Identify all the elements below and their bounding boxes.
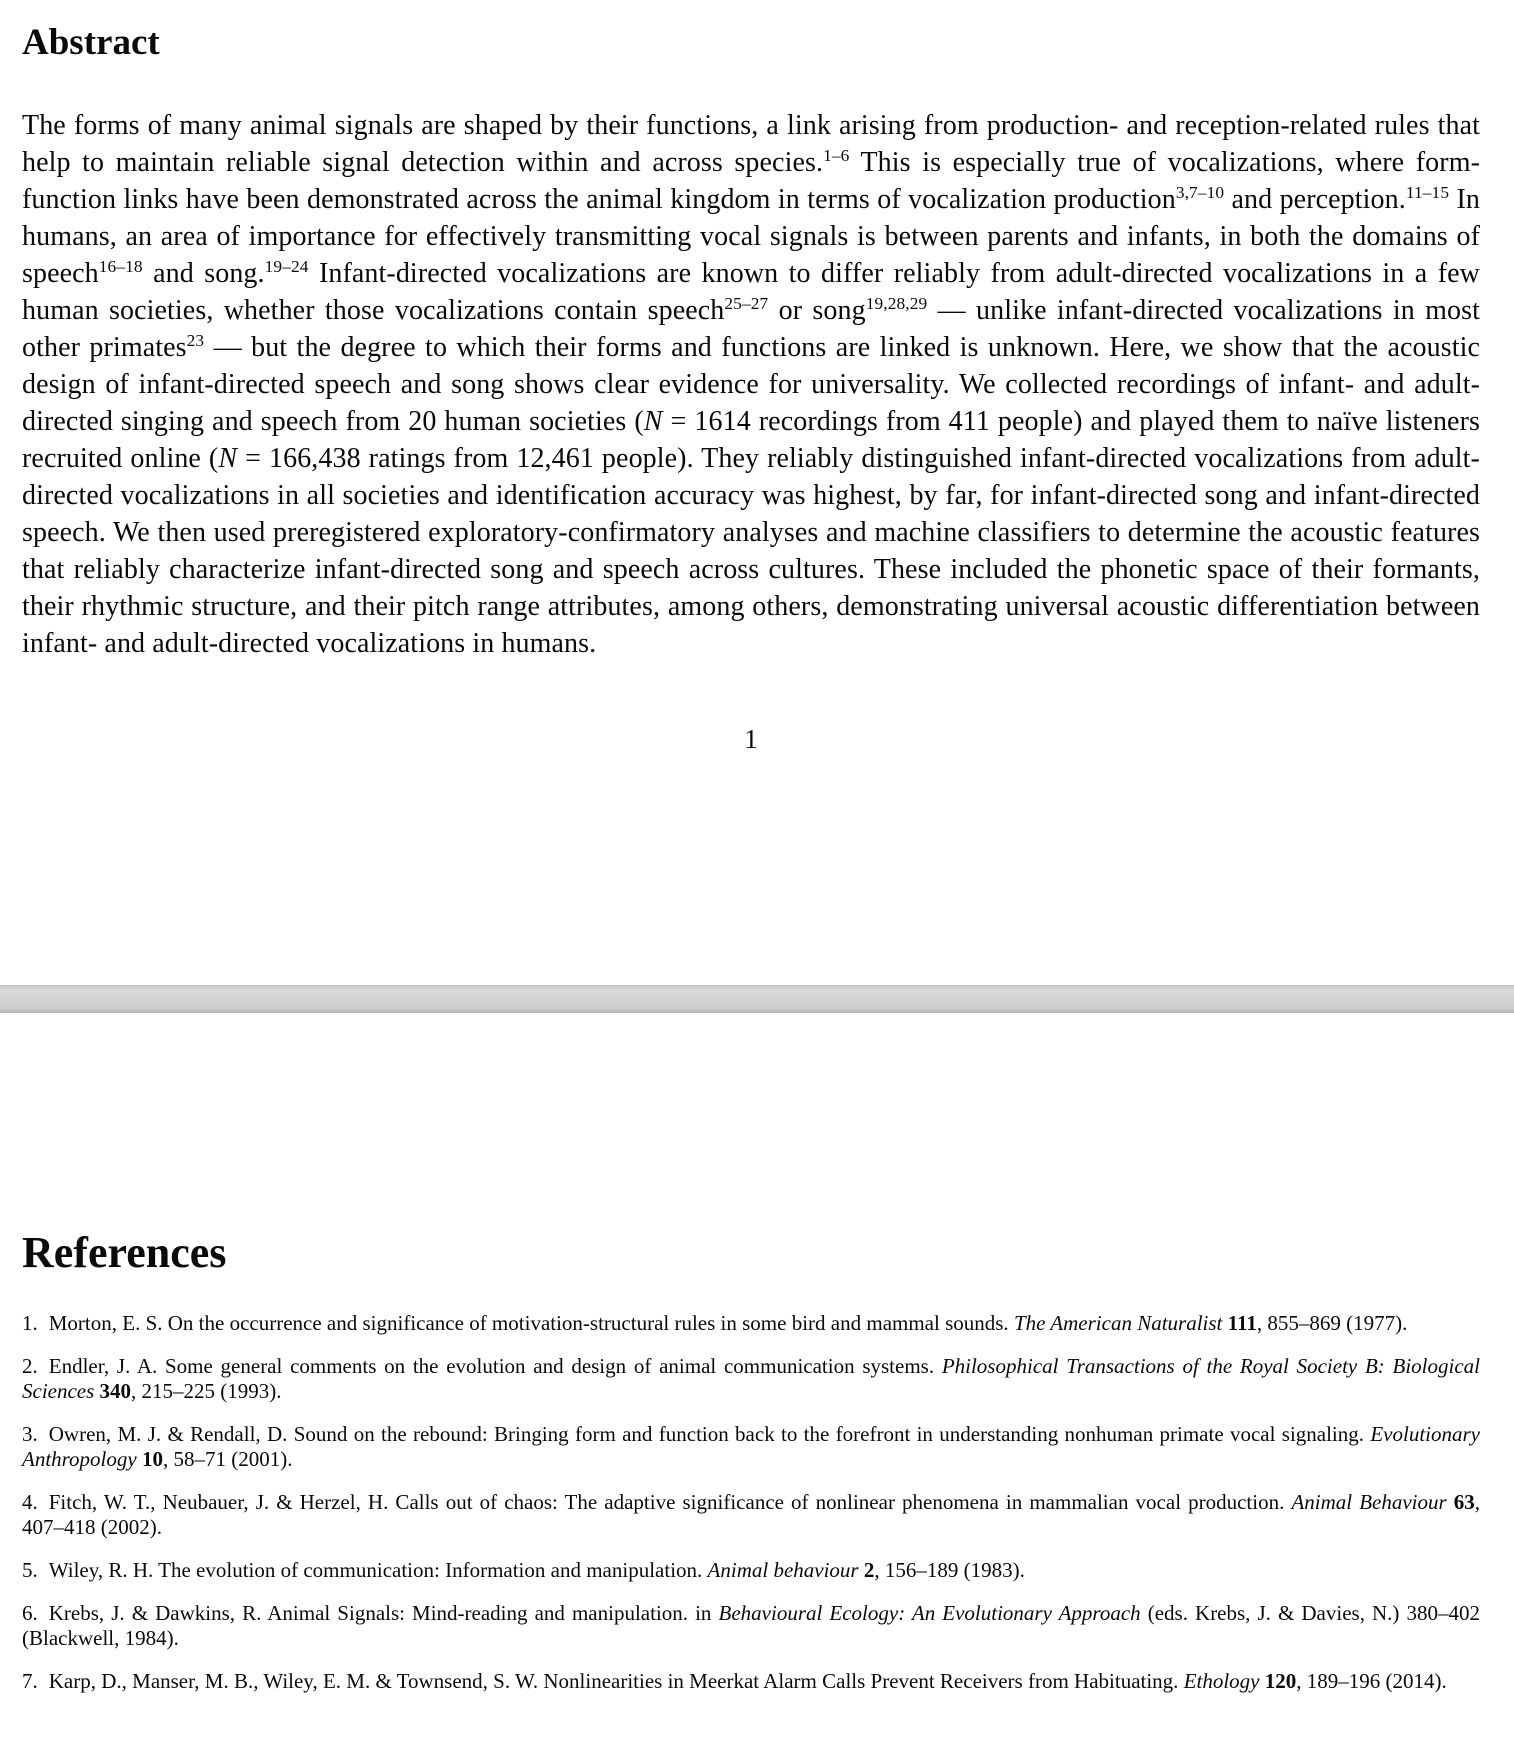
reference-number: 4. — [22, 1490, 38, 1514]
reference-item — [22, 1311, 1480, 1336]
reference-item — [22, 1354, 1480, 1404]
reference-number: 1. — [22, 1311, 38, 1335]
reference-number: 6. — [22, 1601, 38, 1625]
page-2-references — [0, 1013, 1514, 1764]
reference-text: Fitch, W. T., Neubauer, J. & Herzel, H. Calls out of chaos: The adaptive significance of nonlinear phenomena in mammalian vocal production. Animal Behaviour 63, 407–418 (2002). — [22, 1490, 1481, 1539]
reference-text: Karp, D., Manser, M. B., Wiley, E. M. & Townsend, S. W. Nonlinearities in Meerkat Alarm Calls Prevent Receivers from Habituating. Ethology 120, 189–196 (2014). — [48, 1669, 1447, 1693]
reference-number: 5. — [22, 1558, 38, 1582]
reference-text: Morton, E. S. On the occurrence and significance of motivation-structural rules in some bird and mammal sounds. The American Naturalist 111, 855–869 (1977). — [48, 1311, 1408, 1335]
page-break-divider — [0, 985, 1514, 1013]
reference-item — [22, 1422, 1480, 1472]
reference-item — [22, 1669, 1480, 1694]
references-list — [22, 1311, 1480, 1694]
reference-text: Endler, J. A. Some general comments on the evolution and design of animal communication systems. Philosophical Transactions of the Royal Society B: Biological Sciences 340, 215–225 (1993). — [22, 1354, 1480, 1403]
reference-number: 7. — [22, 1669, 38, 1693]
reference-text: Owren, M. J. & Rendall, D. Sound on the rebound: Bringing form and function back to the forefront in understanding nonhuman primate vocal signaling. Evolutionary Anthropology 10, 58–71 (2001). — [22, 1422, 1480, 1471]
reference-item — [22, 1601, 1480, 1651]
reference-item — [22, 1558, 1480, 1583]
reference-text: Krebs, J. & Dawkins, R. Animal Signals: Mind-reading and manipulation. in Behavioural Ecology: An Evolutionary Approach (eds. Krebs, J. & Davies, N.) 380–402 (Blackwell, 1984). — [22, 1601, 1480, 1650]
reference-item — [22, 1490, 1480, 1540]
reference-number: 2. — [22, 1354, 38, 1378]
reference-text: Wiley, R. H. The evolution of communication: Information and manipulation. Animal behaviour 2, 156–189 (1983). — [48, 1558, 1025, 1582]
reference-number: 3. — [22, 1422, 38, 1446]
page-number: 1 — [744, 723, 758, 754]
references-heading: References — [22, 1228, 227, 1277]
abstract-paragraph: The forms of many animal signals are shaped by their functions, a link arising from production- and reception-related rules that help to maintain reliable signal detection within and across species.$^{1-6}$ This is especially true of vocalizations, where form-function links have been demonstrated across the animal kingdom in terms of vocalization production$^{3,7-10}$ and perception.$^{11-15}$ In humans, an area of importance for effectively transmitting vocal signals is between parents and infants, in both the domains of speech$^{16-18}$ and song.$^{19-24}$ Infant-directed vocalizations are known to differ reliably from adult-directed vocalizations in a few human societies, whether those vocalizations contain speech$^{25-27}$ or song$^{19,28,29}$ — unlike infant-directed vocalizations in most other primates$^{23}$ — but the degree to which their forms and functions are linked is unknown. Here, we show that the acoustic design of infant-directed speech and song shows clear evidence for universality. We collected recordings of infant- and adult-directed singing and speech from 20 human societies (N = 1614 recordings from 411 people) and played them to naïve listeners recruited online (N = 166,438 ratings from 12,461 people). They reliably distinguished infant-directed vocalizations from adult-directed vocalizations in all societies and identification accuracy was highest, by far, for infant-directed song and infant-directed speech. We then used preregistered exploratory-confirmatory analyses and machine classifiers to determine the acoustic features that reliably characterize infant-directed song and speech across cultures. These included the phonetic space of their formants, their rhythmic structure, and their pitch range attributes, among others, demonstrating universal acoustic differentiation between infant- and adult-directed vocalizations in humans. — [22, 109, 1481, 659]
abstract-heading: Abstract — [22, 22, 160, 63]
